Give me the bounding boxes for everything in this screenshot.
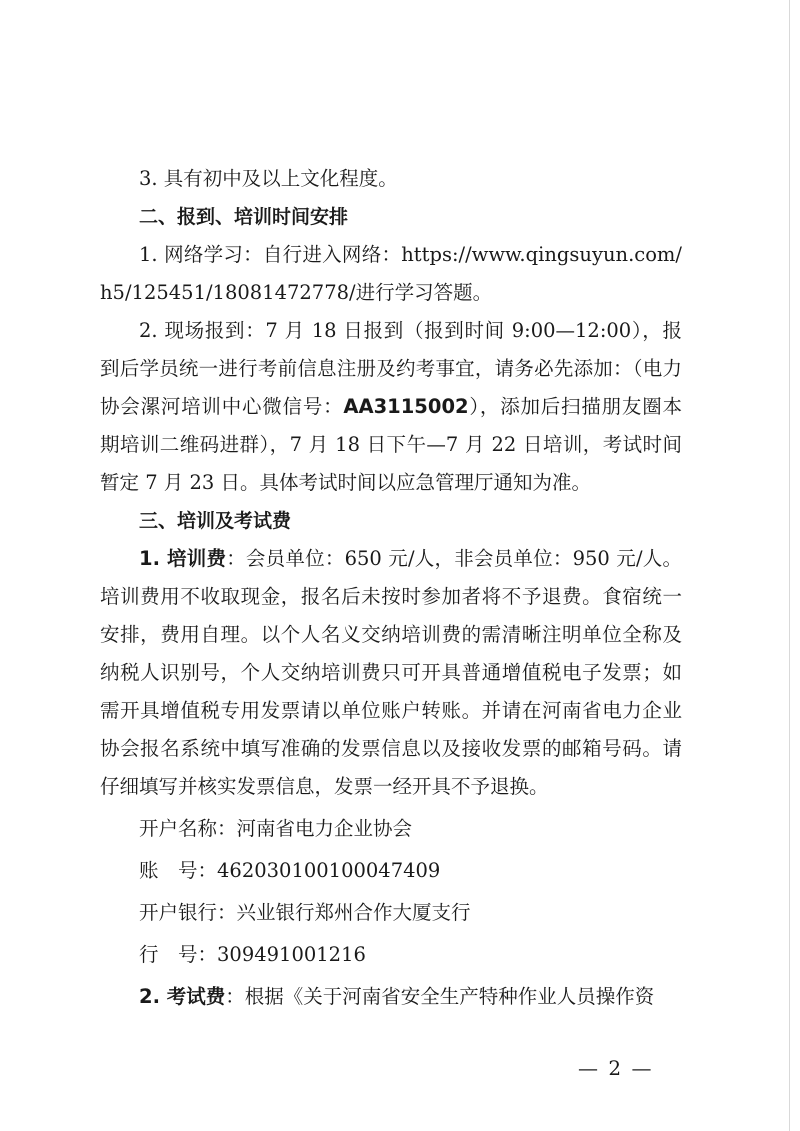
- paragraph-education: 3. 具有初中及以上文化程度。: [139, 167, 398, 190]
- paragraph-online-learning: 1. 网络学习：自行进入网络：https://www.qingsuyun.com/h5/125451/18081472778/进行学习答题。: [100, 243, 682, 304]
- wechat-id: AA3115002: [343, 395, 469, 418]
- registration-text-b: ），添加后扫描朋友圈本期培训二维码进群），7 月 18 日下午—7 月 22 日培训，考试时间暂定 7 月 23 日。具体考试时间以应急管理厅通知为准。: [100, 395, 682, 494]
- training-fee-label: 1. 培训费: [139, 547, 227, 570]
- exam-fee-text: ：根据《关于河南省安全生产特种作业人员操作资: [225, 985, 655, 1008]
- account-bank-code: 行 号：309491001216: [139, 943, 366, 966]
- account-number: 账 号：462030100100047409: [139, 859, 441, 882]
- paragraph-onsite-registration: [100, 312, 682, 502]
- paragraph-exam-fee: [100, 978, 682, 1016]
- account-name: 开户名称：河南省电力企业协会: [139, 817, 413, 840]
- page-number: — 2 —: [578, 1056, 654, 1080]
- exam-fee-label: 2. 考试费: [139, 985, 226, 1008]
- heading-fees: 三、培训及考试费: [139, 510, 292, 532]
- paragraph-training-fee: [100, 540, 682, 806]
- training-fee-text: ：会员单位：650 元/人，非会员单位：950 元/人。培训费用不收取现金，报名后未按时参加者将不予退费。食宿统一安排，费用自理。以个人名义交纳培训费的需清晰注明单位全称及纳税人识别号，个人交纳培训费只可开具普通增值税电子发票；如需开具增值税专用发票请以单位账户转账。并请在河南省电力企业协会报名系统中填写准确的发票信息以及接收发票的邮箱号码。请仔细填写并核实发票信息，发票一经开具不予退换。: [100, 547, 682, 798]
- account-bank: 开户银行：兴业银行郑州合作大厦支行: [139, 901, 471, 924]
- registration-text-a: 2. 现场报到：7 月 18 日报到（报到时间 9:00—12:00），报到后学员统一进行考前信息注册及约考事宜，请务必先添加：（电力协会漯河培训中心微信号：: [100, 319, 682, 418]
- heading-schedule: 二、报到、培训时间安排: [139, 206, 349, 228]
- page-edge-line: [789, 0, 790, 1131]
- document-body: [100, 160, 682, 1016]
